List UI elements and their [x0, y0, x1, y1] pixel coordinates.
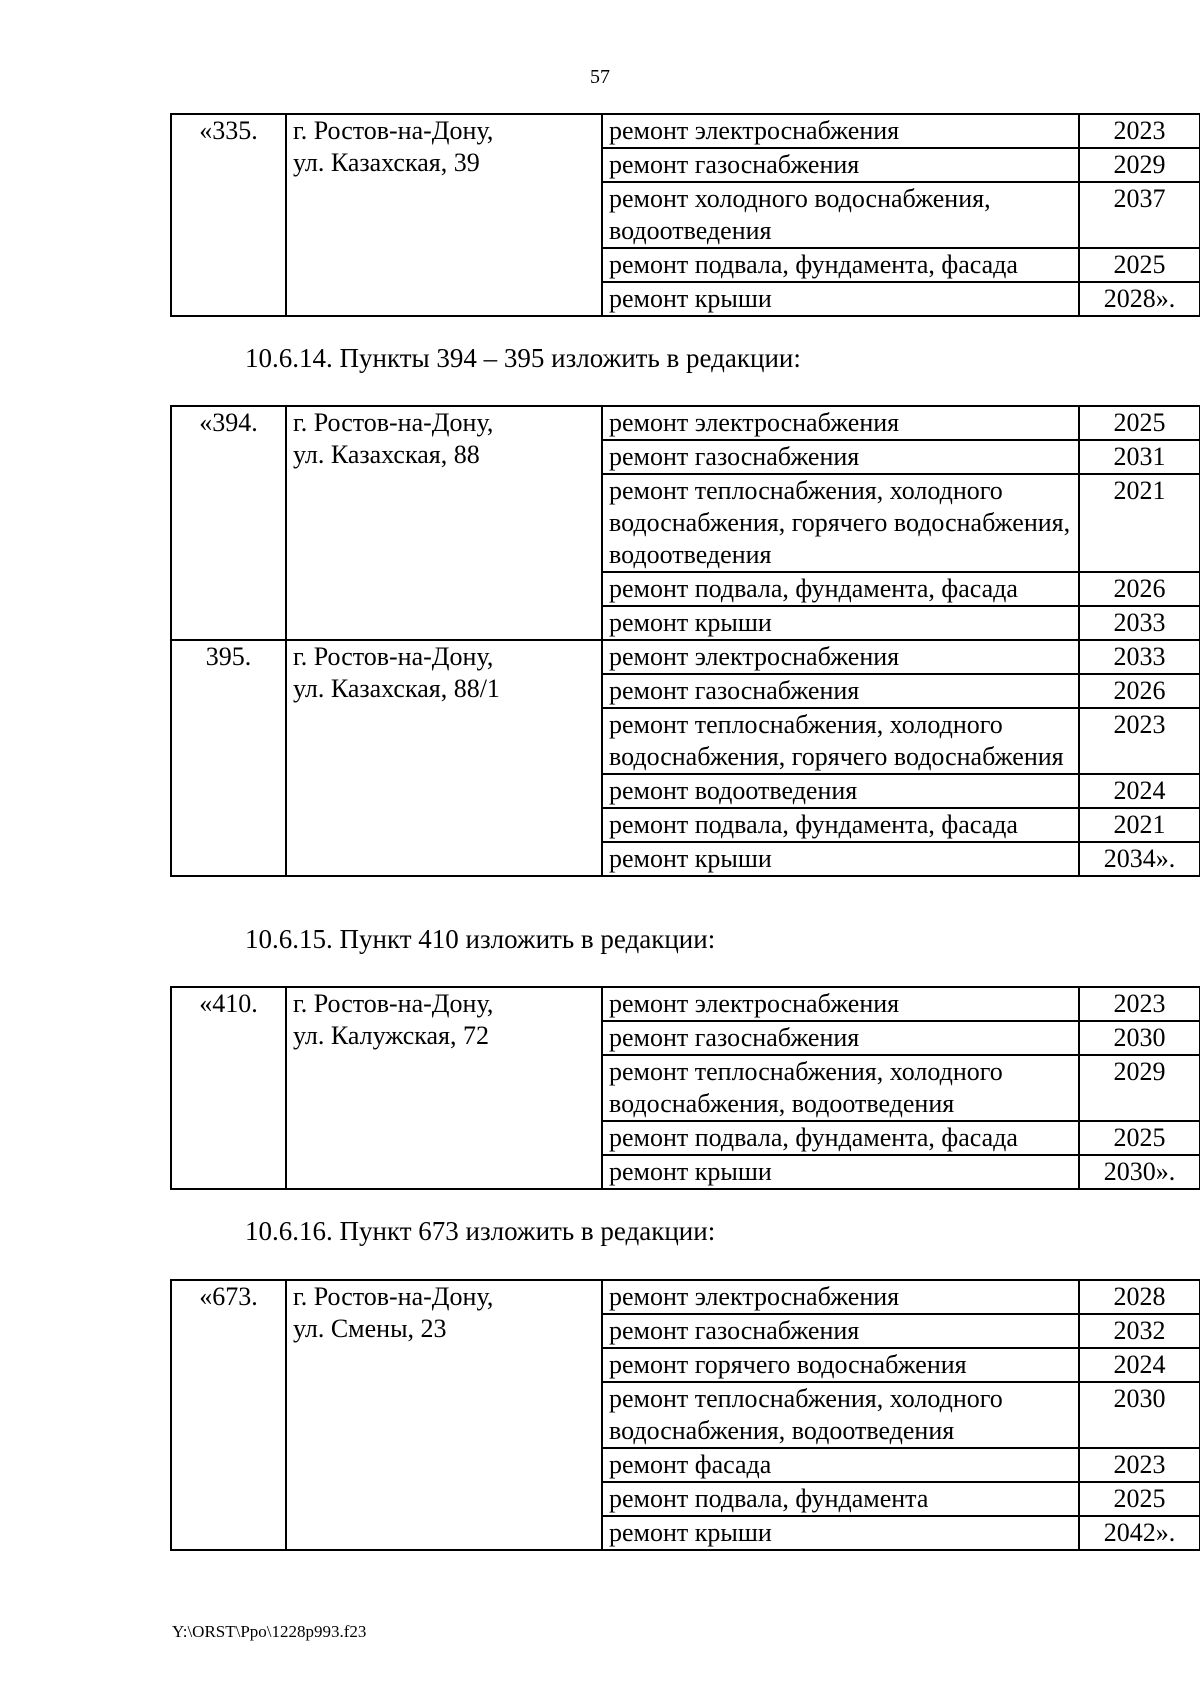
work-type: ремонт крыши	[602, 1155, 1079, 1189]
work-year: 2025	[1079, 1121, 1200, 1155]
address-cell	[286, 114, 602, 316]
address-cell	[286, 987, 602, 1189]
work-type: ремонт крыши	[602, 842, 1079, 876]
work-type: ремонт электроснабжения	[602, 114, 1079, 148]
work-type: ремонт теплоснабжения, холодного водоснабжения, горячего водоснабжения	[602, 708, 1079, 774]
work-type: ремонт газоснабжения	[602, 1021, 1079, 1055]
work-type: ремонт электроснабжения	[602, 406, 1079, 440]
work-year: 2023	[1079, 987, 1200, 1021]
work-year: 2032	[1079, 1314, 1200, 1348]
work-year: 2030	[1079, 1021, 1200, 1055]
work-year: 2037	[1079, 182, 1200, 248]
address-cell	[286, 406, 602, 640]
work-type: ремонт электроснабжения	[602, 1280, 1079, 1314]
work-type: ремонт крыши	[602, 282, 1079, 316]
work-type: ремонт газоснабжения	[602, 674, 1079, 708]
work-type: ремонт подвала, фундамента	[602, 1482, 1079, 1516]
table-row	[171, 1280, 1200, 1314]
work-year: 2025	[1079, 1482, 1200, 1516]
work-year: 2031	[1079, 440, 1200, 474]
item-number: «673.	[171, 1280, 286, 1550]
work-year: 2030	[1079, 1382, 1200, 1448]
work-year: 2021	[1079, 474, 1200, 572]
register-table-394-395	[170, 405, 1176, 877]
work-type: ремонт теплоснабжения, холодного водоснабжения, горячего водоснабжения, водоотведения	[602, 474, 1079, 572]
work-type: ремонт теплоснабжения, холодного водоснабжения, водоотведения	[602, 1055, 1079, 1121]
work-year: 2029	[1079, 148, 1200, 182]
address-city: г. Ростов-на-Дону,	[293, 642, 494, 671]
address-street: ул. Смены, 23	[293, 1314, 447, 1343]
table-row	[171, 406, 1200, 440]
page-number: 57	[590, 66, 610, 88]
work-type: ремонт водоотведения	[602, 774, 1079, 808]
file-path-footer: Y:\ORST\Ppo\1228p993.f23	[172, 1622, 367, 1641]
address-street: ул. Казахская, 88	[293, 440, 480, 469]
register-table-673	[170, 1279, 1176, 1551]
work-year: 2023	[1079, 114, 1200, 148]
work-type: ремонт подвала, фундамента, фасада	[602, 1121, 1079, 1155]
address-city: г. Ростов-на-Дону,	[293, 408, 494, 437]
paragraph-10-6-15: 10.6.15. Пункт 410 изложить в редакции:	[245, 924, 716, 954]
work-type: ремонт фасада	[602, 1448, 1079, 1482]
address-cell	[286, 1280, 602, 1550]
work-year: 2024	[1079, 774, 1200, 808]
address-city: г. Ростов-на-Дону,	[293, 1282, 494, 1311]
paragraph-10-6-14: 10.6.14. Пункты 394 – 395 изложить в редакции:	[245, 343, 801, 373]
item-number: «394.	[171, 406, 286, 640]
work-type: ремонт газоснабжения	[602, 440, 1079, 474]
address-street: ул. Калужская, 72	[293, 1021, 490, 1050]
work-type: ремонт крыши	[602, 1516, 1079, 1550]
work-type: ремонт крыши	[602, 606, 1079, 640]
work-type: ремонт электроснабжения	[602, 640, 1079, 674]
work-year: 2033	[1079, 606, 1200, 640]
item-number: «335.	[171, 114, 286, 316]
work-year: 2023	[1079, 708, 1200, 774]
table-row	[171, 114, 1200, 148]
work-type: ремонт подвала, фундамента, фасада	[602, 808, 1079, 842]
register-table-335	[170, 113, 1176, 317]
work-type: ремонт газоснабжения	[602, 148, 1079, 182]
work-type: ремонт холодного водоснабжения, водоотведения	[602, 182, 1079, 248]
work-year: 2026	[1079, 674, 1200, 708]
paragraph-10-6-16: 10.6.16. Пункт 673 изложить в редакции:	[245, 1216, 716, 1246]
item-number: «410.	[171, 987, 286, 1189]
work-year: 2023	[1079, 1448, 1200, 1482]
work-year: 2025	[1079, 248, 1200, 282]
work-type: ремонт подвала, фундамента, фасада	[602, 248, 1079, 282]
address-cell	[286, 640, 602, 876]
work-year: 2034».	[1079, 842, 1200, 876]
work-year: 2024	[1079, 1348, 1200, 1382]
work-year: 2028	[1079, 1280, 1200, 1314]
work-year: 2028».	[1079, 282, 1200, 316]
address-street: ул. Казахская, 88/1	[293, 674, 500, 703]
address-city: г. Ростов-на-Дону,	[293, 989, 494, 1018]
work-year: 2030».	[1079, 1155, 1200, 1189]
work-year: 2042».	[1079, 1516, 1200, 1550]
table-row	[171, 640, 1200, 674]
work-year: 2033	[1079, 640, 1200, 674]
work-type: ремонт горячего водоснабжения	[602, 1348, 1079, 1382]
table-row	[171, 987, 1200, 1021]
work-type: ремонт газоснабжения	[602, 1314, 1079, 1348]
address-street: ул. Казахская, 39	[293, 148, 480, 177]
work-type: ремонт теплоснабжения, холодного водоснабжения, водоотведения	[602, 1382, 1079, 1448]
work-year: 2021	[1079, 808, 1200, 842]
item-number: 395.	[171, 640, 286, 876]
work-type: ремонт электроснабжения	[602, 987, 1079, 1021]
work-year: 2025	[1079, 406, 1200, 440]
address-city: г. Ростов-на-Дону,	[293, 116, 494, 145]
work-type: ремонт подвала, фундамента, фасада	[602, 572, 1079, 606]
register-table-410	[170, 986, 1176, 1190]
work-year: 2026	[1079, 572, 1200, 606]
work-year: 2029	[1079, 1055, 1200, 1121]
